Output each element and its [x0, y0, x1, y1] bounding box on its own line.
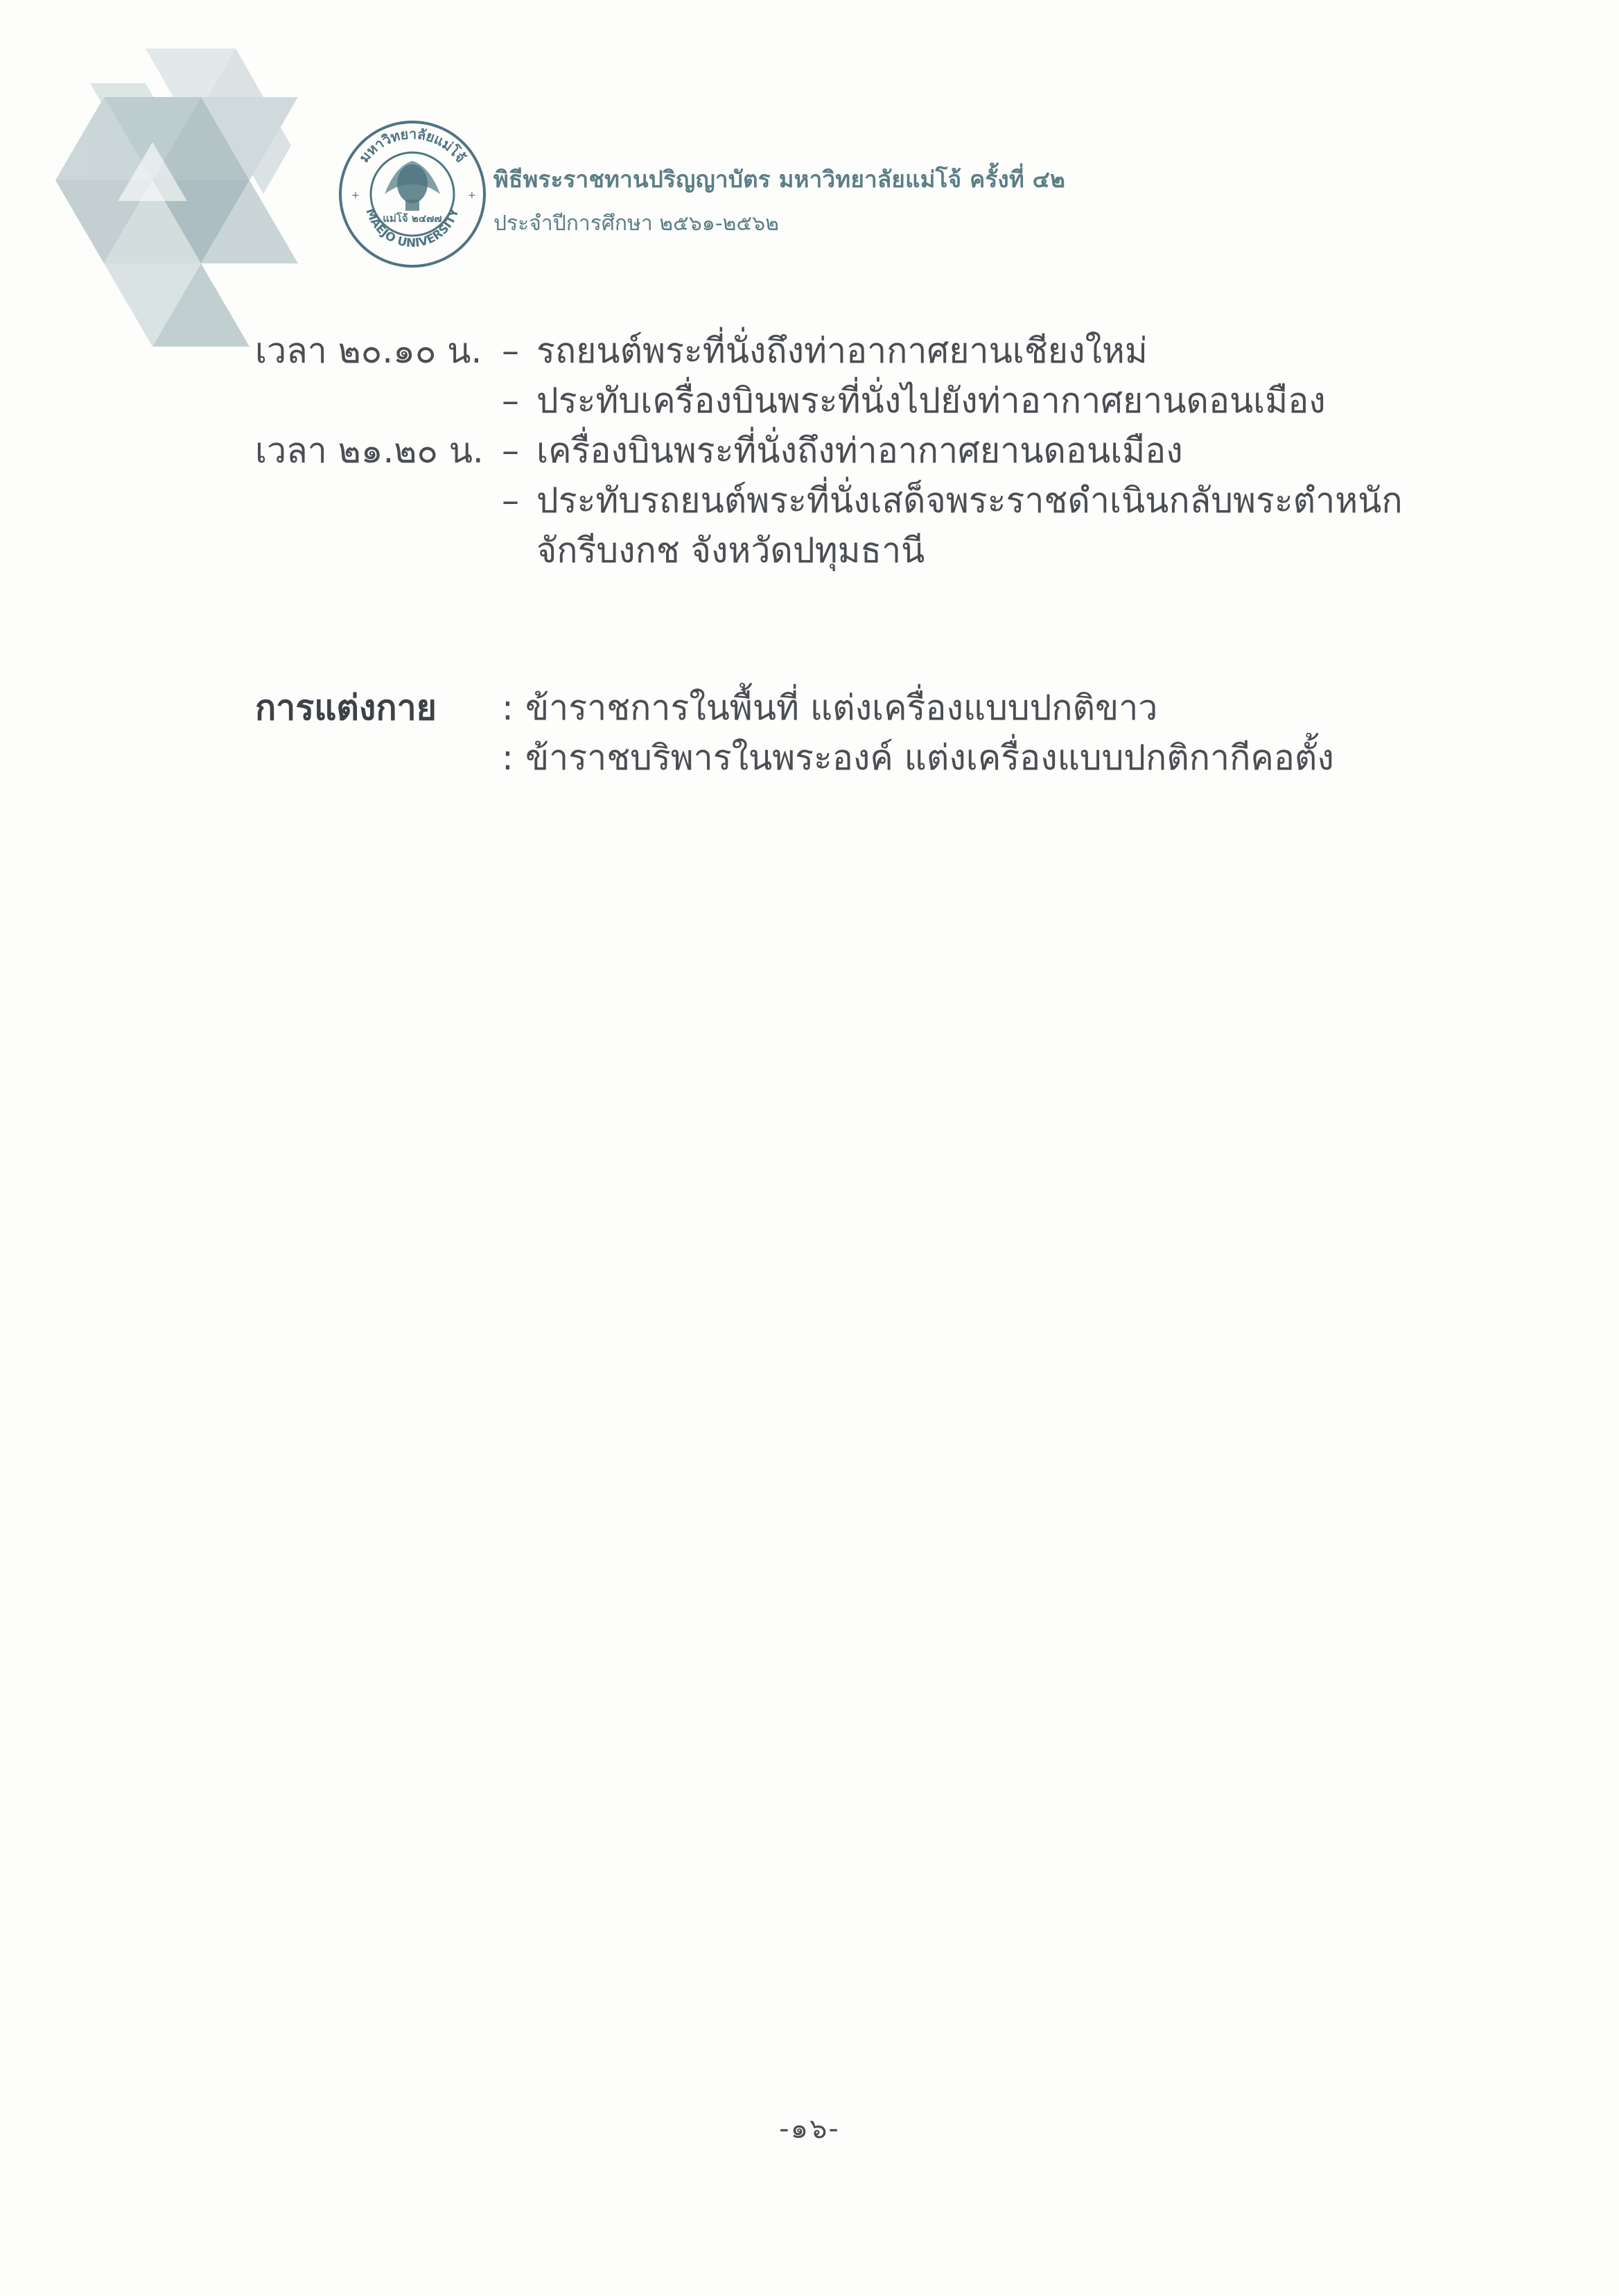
schedule-items — [502, 326, 1572, 426]
university-seal — [336, 118, 489, 270]
seal-emblem-icon — [385, 161, 440, 211]
schedule-item — [502, 326, 1572, 376]
schedule-item-text: เครื่องบินพระที่นั่งถึงท่าอากาศยานดอนเมือง — [536, 430, 1183, 471]
dress-code-item — [502, 733, 1572, 783]
svg-text:+: + — [468, 190, 476, 201]
seal-center-text: แม่โจ้ ๒๔๗๗ — [383, 212, 442, 225]
schedule-section — [255, 326, 1572, 575]
schedule-item-text — [536, 476, 1403, 575]
bullet-dash: – — [502, 331, 519, 371]
dress-code-items — [502, 683, 1572, 783]
bullet-dash: – — [502, 430, 519, 471]
svg-text:+: + — [351, 190, 360, 201]
schedule-item-line: จักรีบงกช จังหวัดปทุมธานี — [536, 530, 925, 571]
schedule-time: เวลา ๒๑.๒๐ น. — [255, 430, 484, 471]
header-title: พิธีพระราชทานปริญญาบัตร มหาวิทยาลัยแม่โจ้ ครั้งที่ ๔๒ — [493, 166, 1066, 193]
dress-code-colon: : — [502, 738, 514, 778]
schedule-item — [502, 476, 1572, 575]
dress-code-label: การแต่งกาย — [255, 688, 437, 728]
seal-ring-bottom-text: MAEJO UNIVERSITY — [362, 206, 462, 251]
schedule-time: เวลา ๒๐.๑๐ น. — [255, 331, 482, 371]
schedule-items — [502, 426, 1572, 575]
schedule-row — [255, 326, 1572, 426]
seal-ring-top-text: มหาวิทยาลัยแม่โจ้ — [356, 125, 469, 166]
header-geometric-graphic — [28, 42, 333, 347]
bullet-dash: – — [502, 381, 519, 421]
dress-code-section — [255, 683, 1572, 783]
dress-code-item — [502, 683, 1572, 733]
schedule-row — [255, 426, 1572, 575]
dress-code-item-text: ข้าราชการในพื้นที่ แต่งเครื่องแบบปกติขาว — [525, 688, 1158, 728]
schedule-item-line: ประทับรถยนต์พระที่นั่งเสด็จพระราชดำเนินกลับพระตำหนัก — [536, 480, 1403, 521]
schedule-item — [502, 426, 1572, 476]
dress-code-item-text: ข้าราชบริพารในพระองค์ แต่งเครื่องแบบปกติกากีคอตั้ง — [525, 738, 1334, 778]
header-subtitle: ประจำปีการศึกษา ๒๕๖๑-๒๕๖๒ — [493, 211, 779, 236]
page-number: -๑๖- — [779, 2113, 840, 2145]
document-header — [493, 161, 1065, 240]
schedule-item-text: รถยนต์พระที่นั่งถึงท่าอากาศยานเชียงใหม่ — [536, 331, 1148, 371]
schedule-item-text: ประทับเครื่องบินพระที่นั่งไปยังท่าอากาศยานดอนเมือง — [536, 381, 1326, 421]
dress-code-colon: : — [502, 688, 514, 728]
schedule-item — [502, 376, 1572, 426]
dress-code-row — [255, 683, 1572, 783]
bullet-dash: – — [502, 480, 519, 521]
